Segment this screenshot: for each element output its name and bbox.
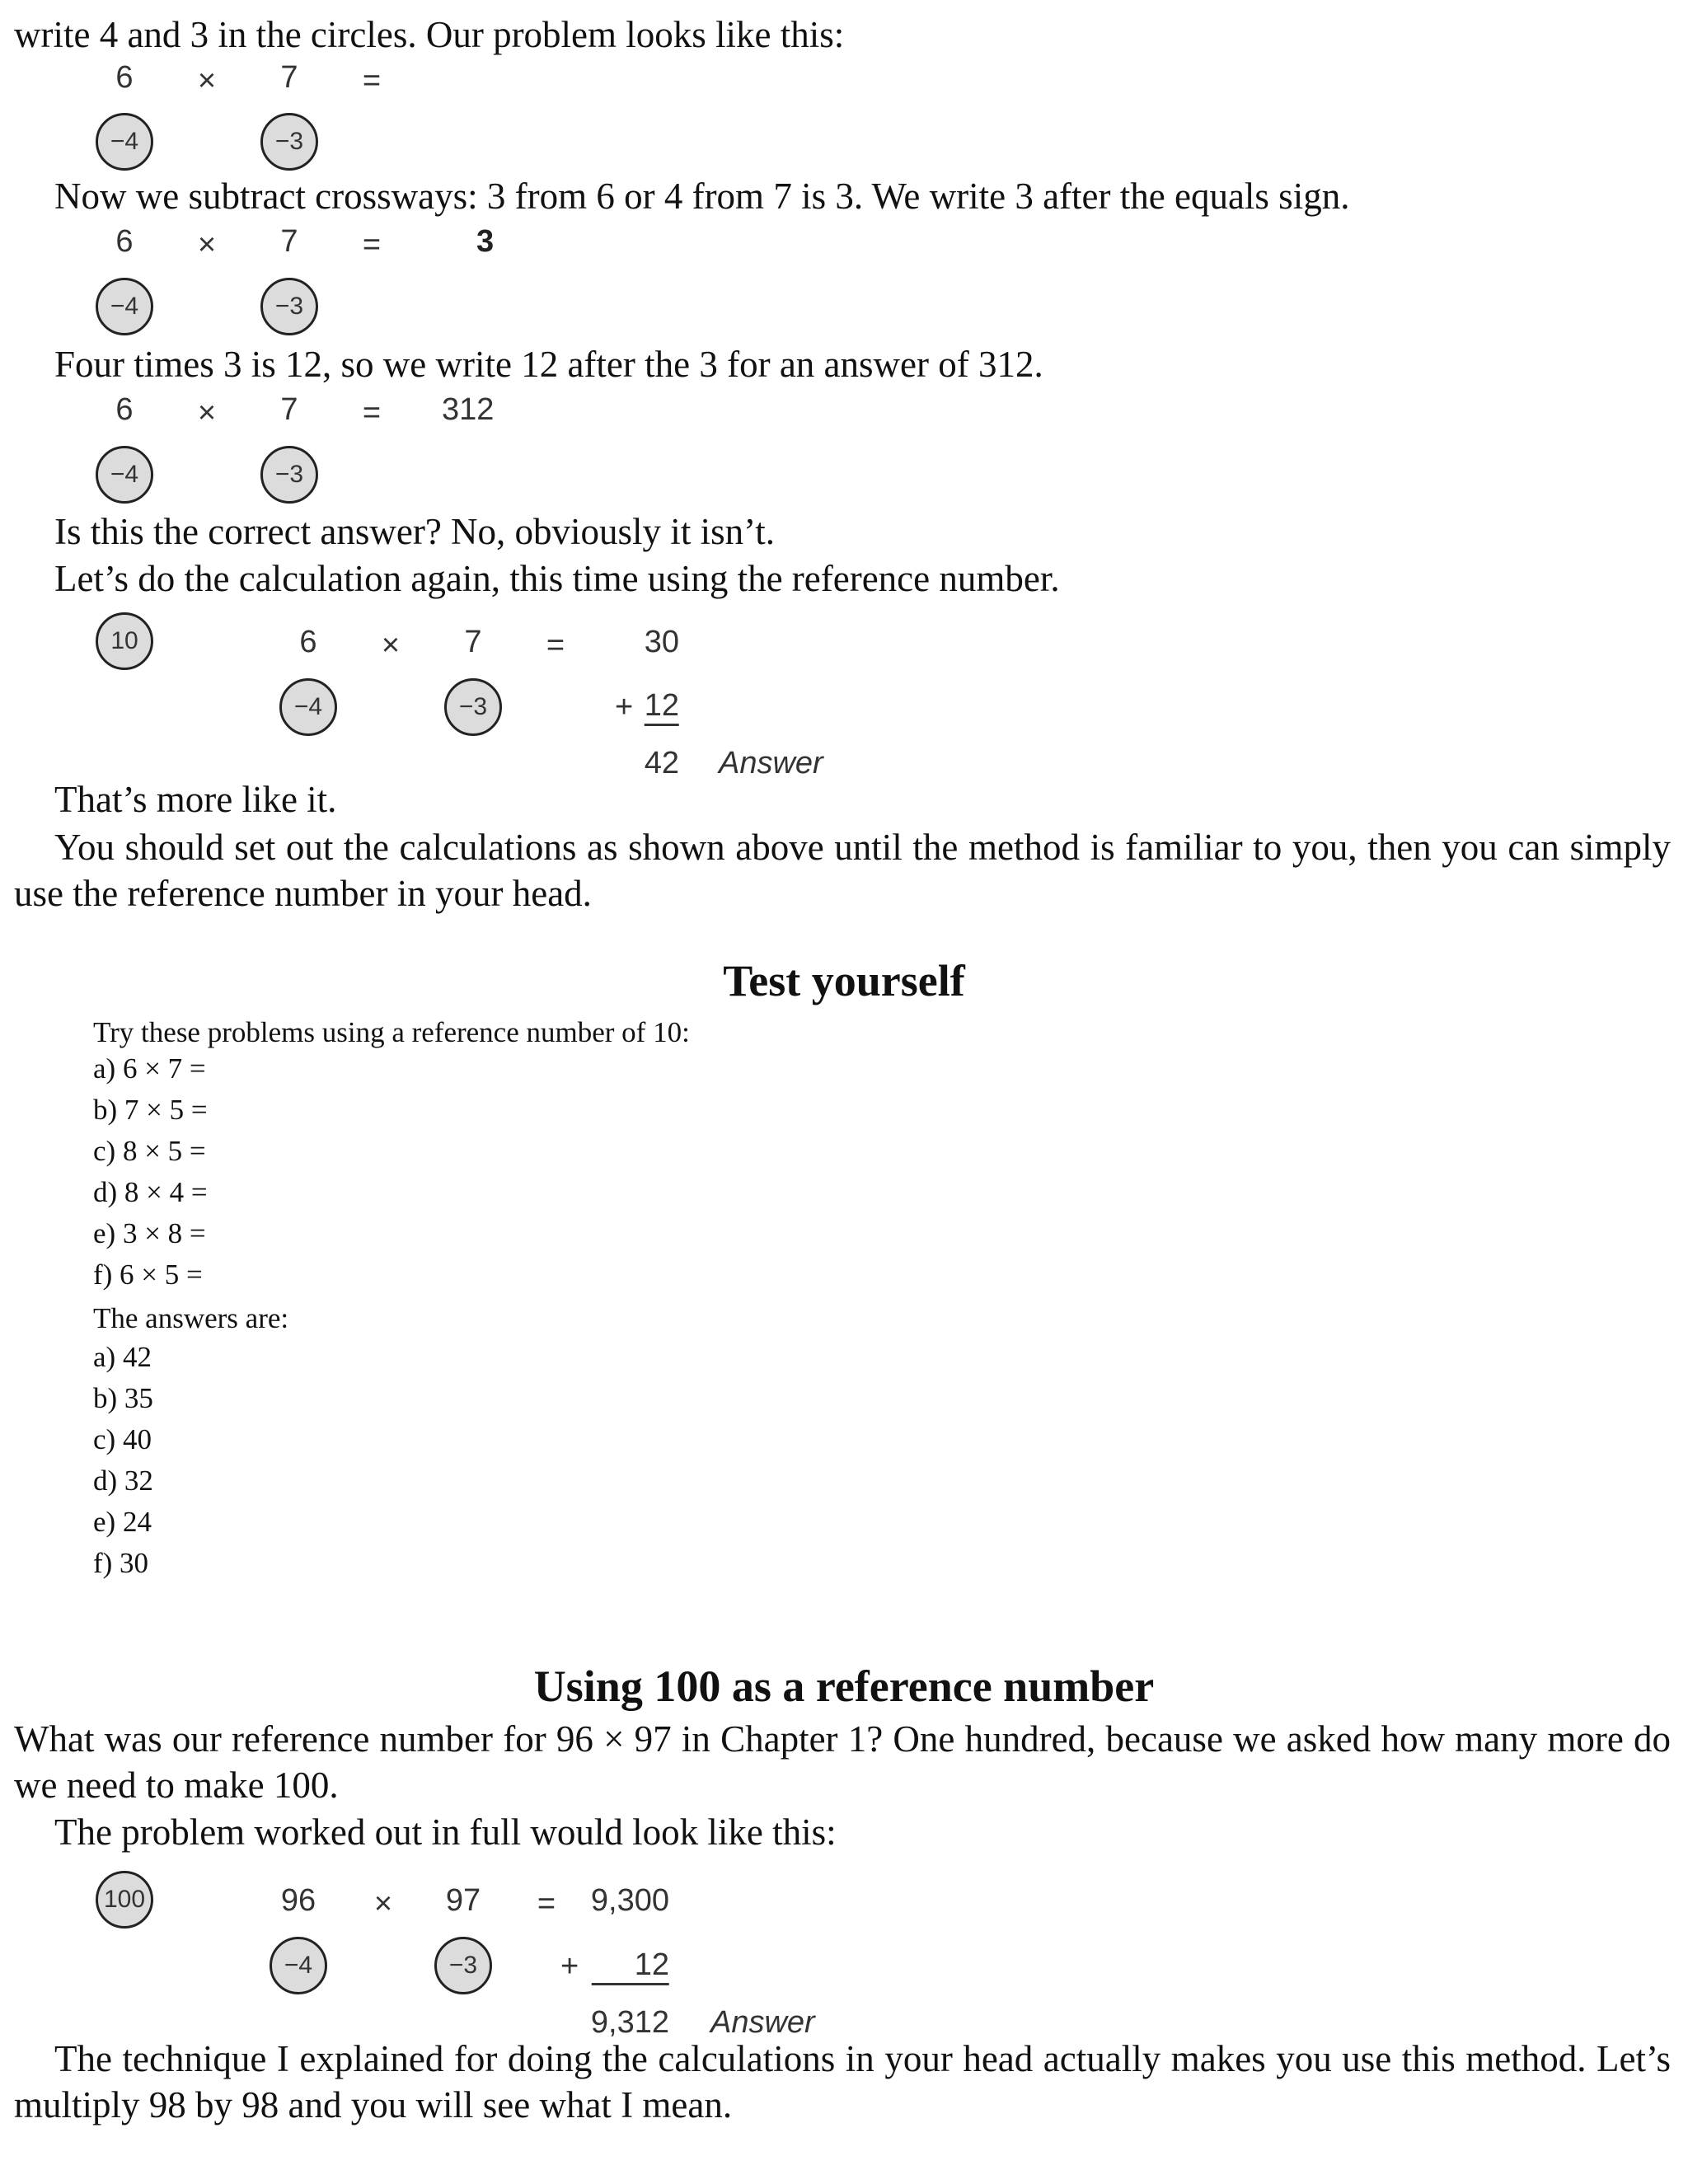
- wrong-result: 312: [442, 392, 495, 427]
- times-sign: ×: [197, 227, 217, 262]
- paragraph-do-again: Let’s do the calculation again, this time using the reference number.: [54, 558, 1060, 599]
- equals-sign: =: [362, 227, 382, 262]
- circle-deficit-a: −4: [279, 678, 337, 736]
- problem-item: c) 8 × 5 =: [93, 1135, 206, 1167]
- multiplicand: 6: [115, 60, 134, 95]
- paragraph-more-like-it: That’s more like it.: [54, 779, 337, 820]
- subtotal: 9,300: [590, 1883, 669, 1918]
- circle-deficit-a: −4: [96, 113, 153, 171]
- paragraph-technique: The technique I explained for doing the calculations in your head actually makes you use this method. Let’s multiply 98 by 98 and you will see what I mean.: [14, 2038, 1671, 2125]
- answer-label: Answer: [719, 746, 823, 780]
- paragraph-set-out-calculations: You should set out the calculations as shown above until the method is familiar to you, then you can simply use the reference number in your head.: [14, 827, 1671, 914]
- problem-item: b) 7 × 5 =: [93, 1094, 208, 1126]
- paragraph-subtract-crossways: Now we subtract crossways: 3 from 6 or 4 from 7 is 3. We write 3 after the equals sign.: [54, 176, 1350, 217]
- multiplier: 7: [280, 60, 298, 95]
- problem-item: e) 3 × 8 =: [93, 1217, 206, 1249]
- multiplier: 7: [464, 625, 482, 659]
- answer-item: f) 30: [93, 1547, 149, 1579]
- total: 9,312: [590, 2005, 669, 2040]
- addend: 12: [592, 1947, 669, 1985]
- answer-label: Answer: [710, 2005, 815, 2040]
- paragraph-intro: write 4 and 3 in the circles. Our problem looks like this:: [14, 14, 845, 55]
- paragraph-is-correct: Is this the correct answer? No, obviously it isn’t.: [54, 511, 776, 552]
- circle-deficit-a: −4: [96, 278, 153, 335]
- paragraph-reference-96x97: What was our reference number for 96 × 97 in Chapter 1? One hundred, because we asked how many more do we need to make 100.: [14, 1718, 1671, 1806]
- test-intro: Try these problems using a reference number of 10:: [93, 1016, 690, 1048]
- times-sign: ×: [197, 63, 217, 98]
- circle-deficit-b: −3: [444, 678, 502, 736]
- multiplicand: 6: [299, 625, 317, 659]
- subtotal: 30: [644, 625, 679, 659]
- circle-deficit-b: −3: [260, 113, 318, 171]
- plus-sign: +: [560, 1949, 579, 1984]
- multiplicand: 96: [280, 1883, 316, 1918]
- multiplicand: 6: [115, 224, 134, 259]
- circle-deficit-a: −4: [96, 446, 153, 504]
- circle-deficit-b: −3: [260, 446, 318, 504]
- heading-using-100: Using 100 as a reference number: [533, 1661, 1155, 1711]
- answers-intro: The answers are:: [93, 1302, 289, 1334]
- heading-test-yourself: Test yourself: [723, 956, 965, 1005]
- times-sign: ×: [197, 396, 217, 430]
- answer-item: d) 32: [93, 1465, 153, 1497]
- answer-item: a) 42: [93, 1341, 152, 1373]
- circle-deficit-b: −3: [434, 1937, 492, 1994]
- circle-deficit-a: −4: [270, 1937, 327, 1994]
- multiplier: 7: [280, 392, 298, 427]
- total: 42: [644, 746, 679, 780]
- times-sign: ×: [381, 628, 401, 663]
- circle-reference-number: 100: [96, 1871, 153, 1929]
- multiplier: 97: [445, 1883, 481, 1918]
- equals-sign: =: [362, 63, 382, 98]
- problem-item: f) 6 × 5 =: [93, 1258, 203, 1291]
- equals-sign: =: [537, 1886, 556, 1921]
- answer-item: b) 35: [93, 1382, 153, 1414]
- answer-item: c) 40: [93, 1423, 152, 1455]
- paragraph-four-times-three: Four times 3 is 12, so we write 12 after the 3 for an answer of 312.: [54, 344, 1043, 385]
- plus-sign: +: [615, 690, 634, 724]
- equals-sign: =: [546, 628, 565, 663]
- problem-item: a) 6 × 7 =: [93, 1052, 206, 1085]
- circle-reference-number: 10: [96, 612, 153, 670]
- partial-result: 3: [476, 224, 495, 259]
- answer-item: e) 24: [93, 1506, 152, 1538]
- times-sign: ×: [373, 1886, 393, 1921]
- multiplier: 7: [280, 224, 298, 259]
- addend: 12: [645, 687, 679, 726]
- circle-deficit-b: −3: [260, 278, 318, 335]
- problem-item: d) 8 × 4 =: [93, 1176, 208, 1208]
- multiplicand: 6: [115, 392, 134, 427]
- equals-sign: =: [362, 396, 382, 430]
- paragraph-worked-in-full: The problem worked out in full would look like this:: [54, 1811, 837, 1853]
